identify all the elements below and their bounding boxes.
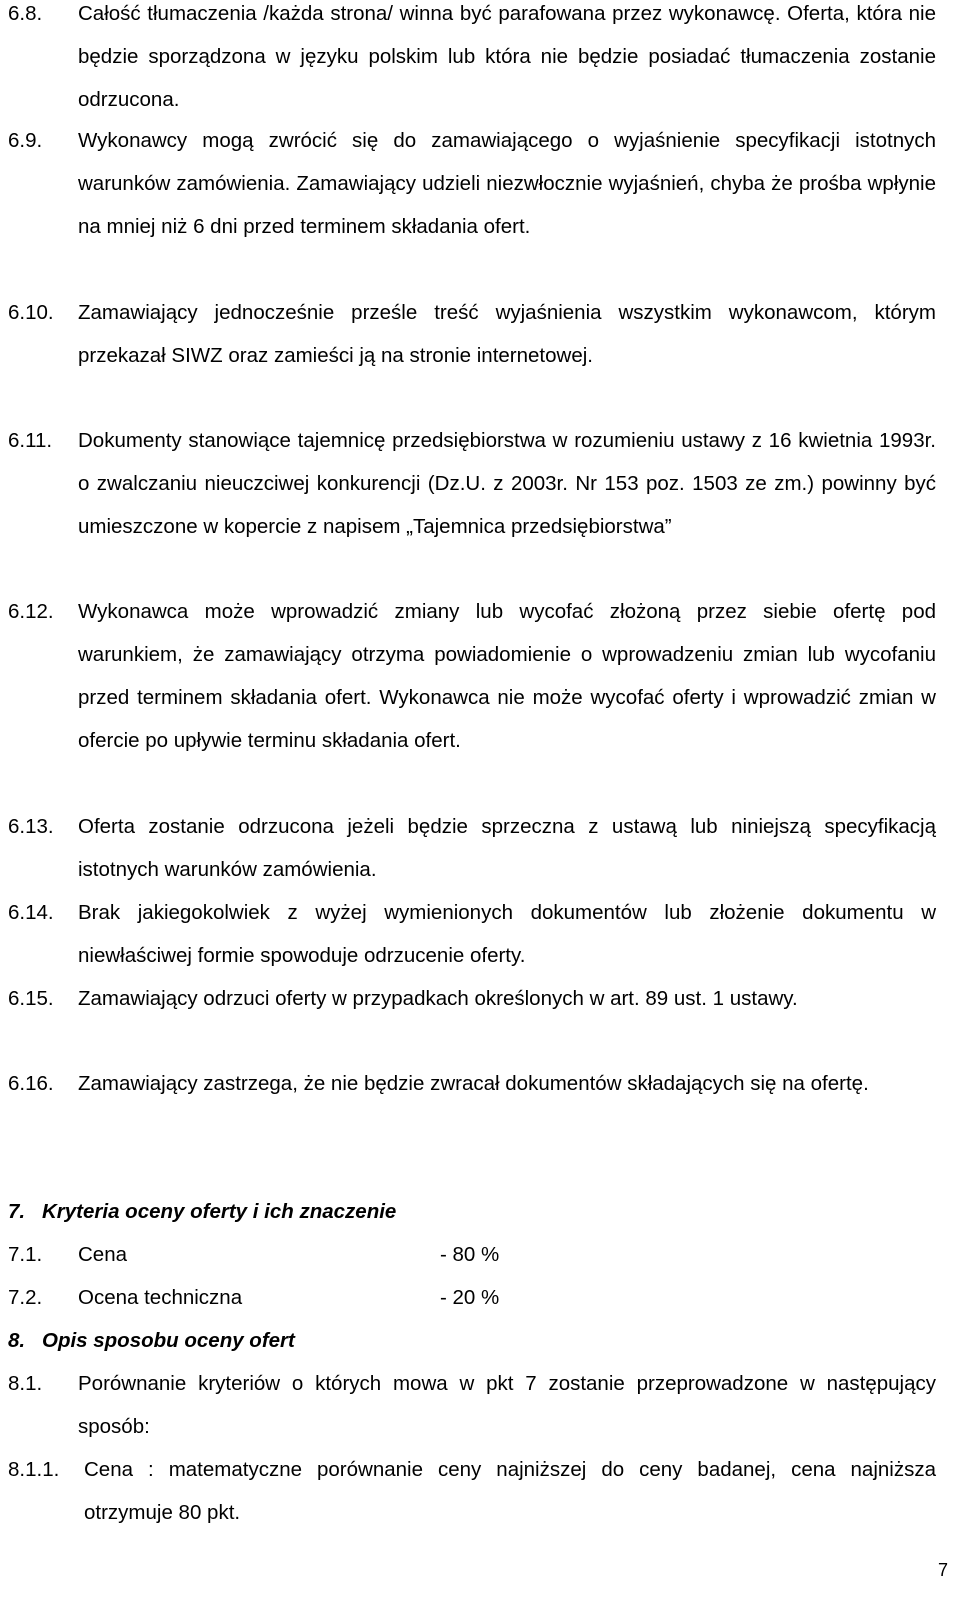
page-number: 7 (937, 1560, 948, 1580)
paragraph-8-1 (8, 1362, 936, 1448)
section-heading-7 (8, 1190, 396, 1233)
paragraph-6-8 (8, 0, 936, 121)
criterion-number: 7.2. (8, 1286, 43, 1309)
section-number: 7. (8, 1200, 26, 1223)
criterion-number: 7.1. (8, 1243, 43, 1266)
paragraph-text: Zamawiający odrzuci oferty w przypadkach określonych w art. 89 ust. 1 ustawy. (78, 987, 798, 1010)
paragraph-6-10 (8, 291, 936, 377)
paragraph-number: 6.10. (8, 301, 54, 324)
criterion-label: Cena (78, 1243, 128, 1266)
paragraph-text: Dokumenty stanowiące tajemnicę przedsiębiorstwa w rozumieniu ustawy z 16 kwietnia 1993r. o zwalczaniu nieuczciwej konkurencji (Dz.U. z 2003r. Nr 153 poz. 1503 ze zm.) powinny być umieszczone w kopercie z napisem „Tajemnica przedsiębiorstwa” (78, 429, 936, 538)
paragraph-number: 6.15. (8, 987, 54, 1010)
paragraph-text: Całość tłumaczenia /każda strona/ winna być parafowana przez wykonawcę. Oferta, która nie będzie sporządzona w języku polskim lub która nie będzie posiadać tłumaczenia zostanie odrzucona. (78, 2, 936, 111)
paragraph-6-14 (8, 891, 936, 977)
paragraph-6-15 (8, 977, 936, 1020)
section-title: Kryteria oceny oferty i ich znaczenie (42, 1200, 397, 1223)
paragraph-8-1-1 (8, 1448, 936, 1534)
paragraph-text: Brak jakiegokolwiek z wyżej wymienionych dokumentów lub złożenie dokumentu w niewłaściwej formie spowoduje odrzucenie oferty. (78, 901, 936, 967)
section-title: Opis sposobu oceny ofert (42, 1329, 295, 1352)
paragraph-number: 8.1. (8, 1372, 43, 1395)
section-heading-8 (8, 1319, 295, 1362)
paragraph-text: Zamawiający zastrzega, że nie będzie zwracał dokumentów składających się na ofertę. (78, 1072, 869, 1095)
paragraph-6-16 (8, 1062, 936, 1105)
criterion-weight: - 20 % (440, 1286, 500, 1309)
paragraph-6-12 (8, 590, 936, 762)
paragraph-number: 6.11. (8, 429, 53, 452)
section-number: 8. (8, 1329, 26, 1352)
paragraph-text: Porównanie kryteriów o których mowa w pkt 7 zostanie przeprowadzone w następujący sposób: (78, 1372, 936, 1438)
paragraph-number: 6.12. (8, 600, 54, 623)
paragraph-number: 6.13. (8, 815, 54, 838)
paragraph-number: 8.1.1. (8, 1458, 60, 1481)
paragraph-number: 6.16. (8, 1072, 54, 1095)
criterion-weight: - 80 % (440, 1243, 500, 1266)
paragraph-6-13 (8, 805, 936, 891)
paragraph-text: Zamawiający jednocześnie prześle treść wyjaśnienia wszystkim wykonawcom, którym przekazał SIWZ oraz zamieści ją na stronie internetowej. (78, 301, 936, 367)
criterion-label: Ocena techniczna (78, 1286, 243, 1309)
paragraph-text: Oferta zostanie odrzucona jeżeli będzie sprzeczna z ustawą lub niniejszą specyfikacją istotnych warunków zamówienia. (78, 815, 936, 881)
paragraph-number: 6.14. (8, 901, 54, 924)
paragraph-6-9 (8, 119, 936, 248)
paragraph-text: Wykonawca może wprowadzić zmiany lub wycofać złożoną przez siebie ofertę pod warunkiem, że zamawiający otrzyma powiadomienie o wprowadzeniu zmian lub wycofaniu przed terminem składania ofert. Wykonawca nie może wycofać oferty i wprowadzić zmian w ofercie po upływie terminu składania ofert. (78, 600, 936, 752)
paragraph-number: 6.8. (8, 2, 43, 25)
paragraph-text: Wykonawcy mogą zwrócić się do zamawiającego o wyjaśnienie specyfikacji istotnych warunków zamówienia. Zamawiający udzieli niezwłocznie wyjaśnień, chyba że prośba wpłynie na mniej niż 6 dni przed terminem składania ofert. (78, 129, 936, 238)
paragraph-text: Cena : matematyczne porównanie ceny najniższej do ceny badanej, cena najniższa otrzymuje 80 pkt. (84, 1458, 936, 1524)
paragraph-6-11 (8, 419, 936, 548)
paragraph-number: 6.9. (8, 129, 43, 152)
